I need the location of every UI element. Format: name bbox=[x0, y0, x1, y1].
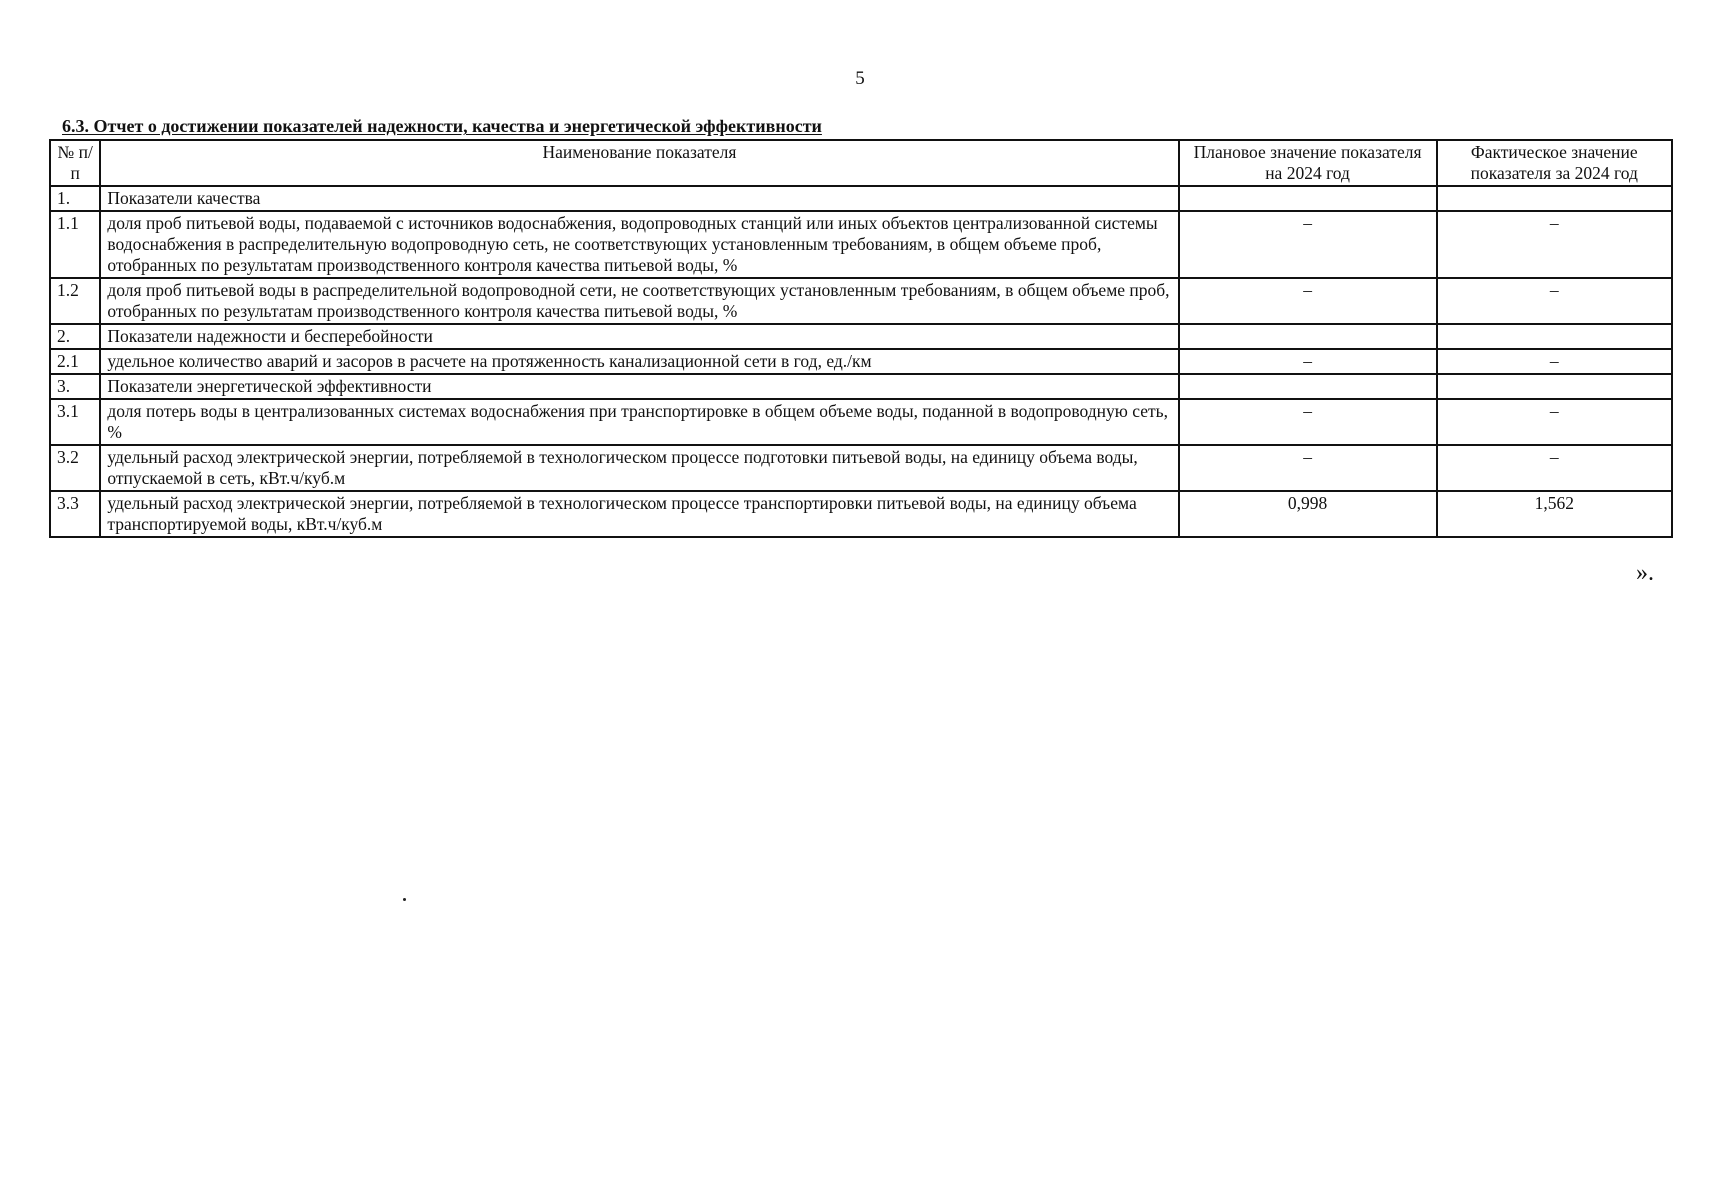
row-name: доля проб питьевой воды в распределительной водопроводной сети, не соответствующих установленным требованиям, в общем объеме проб, отобранных по результатам производственного контроля качества питьевой воды, % bbox=[100, 278, 1178, 324]
row-plan: – bbox=[1179, 211, 1437, 278]
table-row bbox=[50, 374, 1672, 399]
row-name: удельный расход электрической энергии, потребляемой в технологическом процессе транспортировки питьевой воды, на единицу объема транспортируемой воды, кВт.ч/куб.м bbox=[100, 491, 1178, 537]
row-fact: – bbox=[1437, 211, 1672, 278]
row-num: 3. bbox=[50, 374, 100, 399]
table-row bbox=[50, 278, 1672, 324]
row-name: Показатели энергетической эффективности bbox=[100, 374, 1178, 399]
header-fact: Фактическое значение показателя за 2024 год bbox=[1437, 140, 1672, 186]
table-row bbox=[50, 399, 1672, 445]
row-name: удельное количество аварий и засоров в расчете на протяженность канализационной сети в год, ед./км bbox=[100, 349, 1178, 374]
row-plan: – bbox=[1179, 399, 1437, 445]
row-num: 3.1 bbox=[50, 399, 100, 445]
row-num: 2. bbox=[50, 324, 100, 349]
row-num: 2.1 bbox=[50, 349, 100, 374]
header-name: Наименование показателя bbox=[100, 140, 1178, 186]
table-row bbox=[50, 445, 1672, 491]
row-fact: – bbox=[1437, 399, 1672, 445]
row-fact bbox=[1437, 324, 1672, 349]
row-plan: – bbox=[1179, 349, 1437, 374]
row-fact bbox=[1437, 374, 1672, 399]
closing-quote-mark: ». bbox=[1636, 560, 1654, 586]
row-num: 1.2 bbox=[50, 278, 100, 324]
row-plan bbox=[1179, 186, 1437, 211]
table-row bbox=[50, 186, 1672, 211]
table-row bbox=[50, 211, 1672, 278]
section-title: 6.3. Отчет о достижении показателей надежности, качества и энергетической эффективности bbox=[62, 116, 822, 136]
row-name: удельный расход электрической энергии, потребляемой в технологическом процессе подготовки питьевой воды, на единицу объема воды, отпускаемой в сеть, кВт.ч/куб.м bbox=[100, 445, 1178, 491]
indicators-table bbox=[49, 139, 1673, 538]
table-header-row bbox=[50, 140, 1672, 186]
table-row bbox=[50, 491, 1672, 537]
table-row bbox=[50, 324, 1672, 349]
row-fact: – bbox=[1437, 349, 1672, 374]
row-plan: – bbox=[1179, 445, 1437, 491]
row-fact: – bbox=[1437, 445, 1672, 491]
row-num: 1. bbox=[50, 186, 100, 211]
row-num: 1.1 bbox=[50, 211, 100, 278]
row-plan bbox=[1179, 324, 1437, 349]
row-plan: 0,998 bbox=[1179, 491, 1437, 537]
header-plan: Плановое значение показателя на 2024 год bbox=[1179, 140, 1437, 186]
row-name: доля потерь воды в централизованных системах водоснабжения при транспортировке в общем объеме воды, поданной в водопроводную сеть, % bbox=[100, 399, 1178, 445]
header-num: № п/п bbox=[50, 140, 100, 186]
row-fact bbox=[1437, 186, 1672, 211]
row-name: доля проб питьевой воды, подаваемой с источников водоснабжения, водопроводных станций или иных объектов централизованной системы водоснабжения в распределительную водопроводную сеть, не соответствующих установленным требованиям, в общем объеме проб, отобранных по результатам производственного контроля качества питьевой воды, % bbox=[100, 211, 1178, 278]
row-name: Показатели качества bbox=[100, 186, 1178, 211]
row-plan: – bbox=[1179, 278, 1437, 324]
row-num: 3.2 bbox=[50, 445, 100, 491]
page-number: 5 bbox=[855, 68, 865, 89]
scan-speck bbox=[403, 898, 406, 901]
row-num: 3.3 bbox=[50, 491, 100, 537]
row-fact: 1,562 bbox=[1437, 491, 1672, 537]
table-row bbox=[50, 349, 1672, 374]
row-plan bbox=[1179, 374, 1437, 399]
row-name: Показатели надежности и бесперебойности bbox=[100, 324, 1178, 349]
row-fact: – bbox=[1437, 278, 1672, 324]
